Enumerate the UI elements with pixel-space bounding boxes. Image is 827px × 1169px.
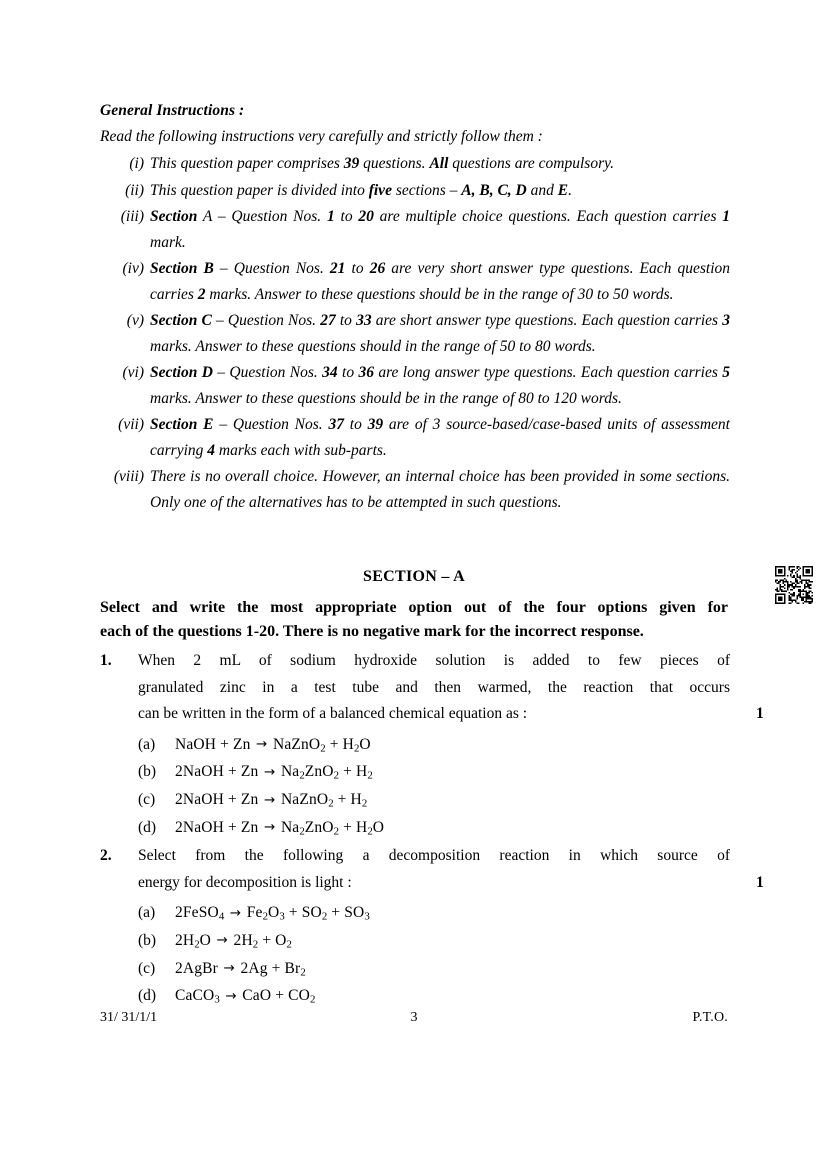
option-equation: NaOH + Zn → NaZnO$_2$ + $H_2O$ bbox=[175, 735, 371, 754]
question-block bbox=[100, 843, 764, 1010]
instruction-emphasis: 33 bbox=[356, 312, 372, 329]
instruction-emphasis: five bbox=[368, 181, 392, 199]
instruction-marker: (vii) bbox=[118, 416, 144, 433]
instruction-emphasis: 20 bbox=[358, 208, 374, 225]
instruction-text: sections – bbox=[391, 181, 462, 199]
reaction-arrow-icon: → bbox=[223, 960, 235, 977]
option-label: (a) bbox=[138, 904, 156, 921]
instruction-text: A – Question Nos. bbox=[197, 208, 327, 225]
instruction-emphasis: 3 bbox=[722, 312, 730, 329]
instruction-emphasis: Section bbox=[150, 208, 198, 225]
instruction-emphasis: 39 bbox=[343, 155, 360, 172]
option-equation: 2NaOH + $Zn \to Na_2ZnO_2 + H_2$ bbox=[175, 763, 373, 782]
option-label: (d) bbox=[138, 987, 157, 1005]
question-text-line: energy for decomposition is light : 1 bbox=[138, 870, 730, 897]
instruction-emphasis: Section D bbox=[150, 364, 213, 381]
instructions-lead-line: Read the following instructions very carefully and strictly follow them : bbox=[100, 128, 543, 145]
reaction-arrow-icon: → bbox=[263, 819, 276, 836]
instruction-emphasis: 21 bbox=[329, 260, 346, 277]
instruction-emphasis: All bbox=[429, 155, 449, 172]
option-row[interactable] bbox=[138, 955, 730, 983]
instruction-emphasis: 36 bbox=[358, 364, 374, 381]
question-text-line: granulated zinc in a test tube and then warmed, the reaction that occurs bbox=[138, 678, 730, 696]
instruction-emphasis: A, B, C, D bbox=[461, 181, 527, 199]
instruction-text: marks. Answer to these questions should be in the range of 80 to 120 words. bbox=[150, 389, 622, 407]
question-text bbox=[138, 648, 764, 728]
footer-page-number: 3 bbox=[410, 1010, 418, 1025]
instruction-item bbox=[100, 151, 730, 177]
question-marks: 1 bbox=[756, 705, 764, 722]
reaction-arrow-icon: → bbox=[229, 904, 242, 921]
instruction-text: to bbox=[343, 416, 368, 433]
option-row[interactable] bbox=[138, 814, 730, 842]
instruction-emphasis: E bbox=[557, 181, 569, 199]
footer-pto: P.T.O. bbox=[692, 1010, 728, 1025]
question-number: 1. bbox=[100, 652, 112, 669]
section-a-instruction-line-1: Select and write the most appropriate option out of the four options given for bbox=[100, 599, 728, 616]
instruction-text: are of 3 source-based/case-based units of assessment carrying bbox=[150, 416, 730, 459]
qr-code bbox=[773, 564, 815, 606]
instruction-text: – Question Nos. bbox=[213, 416, 329, 433]
instruction-text: – Question Nos. bbox=[211, 312, 321, 329]
general-instructions-block bbox=[100, 98, 730, 515]
instruction-marker: (vi) bbox=[122, 364, 144, 381]
question-number: 2. bbox=[100, 847, 112, 864]
instruction-text: to bbox=[334, 208, 359, 225]
option-equation: 2FeSO$_4$ → $Fe_2O_3 + SO_2 + SO_3$ bbox=[175, 904, 370, 923]
instruction-item bbox=[100, 178, 730, 204]
option-row[interactable] bbox=[138, 899, 730, 927]
reaction-arrow-icon: → bbox=[225, 987, 237, 1004]
instruction-item bbox=[100, 360, 730, 411]
instruction-emphasis: 1 bbox=[722, 208, 731, 225]
instruction-emphasis: 39 bbox=[367, 416, 384, 433]
option-row[interactable] bbox=[138, 758, 730, 786]
section-a-instruction-line-2: each of the questions 1-20. There is no negative mark for the incorrect response. bbox=[100, 623, 644, 640]
option-row[interactable] bbox=[138, 786, 730, 814]
instruction-marker: (ii) bbox=[125, 181, 144, 199]
options-list bbox=[138, 899, 730, 1010]
instruction-text: This question paper comprises bbox=[150, 155, 344, 172]
option-label: (a) bbox=[138, 735, 156, 753]
instruction-text: are long answer type questions. Each question carries bbox=[373, 364, 723, 381]
instruction-text: questions. bbox=[359, 155, 430, 172]
option-row[interactable] bbox=[138, 731, 730, 759]
instruction-text: mark. bbox=[150, 233, 186, 251]
instruction-emphasis: Section C bbox=[150, 312, 212, 329]
instruction-emphasis: 27 bbox=[320, 312, 336, 329]
instruction-emphasis: 34 bbox=[322, 364, 338, 381]
instruction-text: marks. Answer to these questions should in the range of 50 to 80 words. bbox=[150, 337, 596, 355]
option-equation: 2AgBr → $2Ag + Br_2$ bbox=[175, 959, 306, 978]
option-equation: CaCO$_3$ → CaO + $CO_2$ bbox=[175, 987, 316, 1006]
general-instructions-title: General Instructions : bbox=[100, 102, 245, 119]
instruction-marker: (iv) bbox=[122, 260, 144, 277]
instruction-item bbox=[100, 256, 730, 307]
option-label: (d) bbox=[138, 818, 157, 836]
instruction-text: are very short answer type questions. Each question carries bbox=[150, 260, 731, 303]
option-label: (c) bbox=[138, 959, 156, 977]
instruction-emphasis: 5 bbox=[722, 364, 730, 381]
question-text-line: When 2 mL of sodium hydroxide solution is added to few pieces of bbox=[138, 652, 730, 669]
reaction-arrow-icon: → bbox=[263, 763, 276, 780]
instruction-text: – Question Nos. bbox=[212, 364, 323, 381]
option-label: (c) bbox=[138, 791, 156, 809]
instruction-text: to bbox=[337, 364, 359, 381]
question-text-line: Select from the following a decomposition reaction in which source of bbox=[138, 847, 730, 864]
option-equation: $2H_2O \to 2H_2 + O_2$ bbox=[175, 931, 292, 951]
option-equation: 2NaOH + $Zn \to Na_2ZnO_2 + H_2O$ bbox=[175, 818, 385, 838]
option-row[interactable] bbox=[138, 982, 730, 1010]
option-equation: 2NaOH + Zn → NaZnO$_2$ + $H_2$ bbox=[175, 791, 368, 810]
instruction-text: marks each with sub-parts. bbox=[215, 441, 387, 459]
instruction-emphasis: 4 bbox=[207, 441, 216, 459]
section-a-heading: SECTION – A bbox=[363, 568, 465, 585]
instruction-marker: (i) bbox=[129, 155, 144, 172]
question-block bbox=[100, 648, 764, 842]
instruction-item bbox=[100, 204, 730, 255]
instruction-marker: (iii) bbox=[120, 208, 144, 225]
options-list bbox=[138, 731, 730, 842]
instruction-item bbox=[100, 412, 730, 463]
footer-paper-code: 31/ 31/1/1 bbox=[100, 1010, 158, 1025]
instruction-text: This question paper is divided into bbox=[150, 181, 369, 199]
qr-code-image bbox=[775, 566, 813, 604]
option-label: (b) bbox=[138, 931, 157, 949]
instructions-list bbox=[100, 151, 730, 515]
section-a-instruction bbox=[100, 596, 728, 644]
instruction-text: are multiple choice questions. Each question carries bbox=[373, 208, 723, 225]
instruction-emphasis: Section E bbox=[150, 416, 214, 433]
instruction-text: and bbox=[526, 181, 558, 199]
reaction-arrow-icon: → bbox=[263, 791, 276, 808]
instruction-text: questions are compulsory. bbox=[448, 155, 615, 172]
instruction-text: to bbox=[345, 260, 370, 277]
instruction-emphasis: 37 bbox=[328, 416, 344, 433]
question-text-line: can be written in the form of a balanced chemical equation as : 1 bbox=[138, 701, 730, 728]
instruction-item bbox=[100, 308, 730, 359]
instruction-text: There is no overall choice. However, an internal choice has been provided in some sections. Only one of the alternatives has to be attempted in such questions. bbox=[150, 468, 730, 511]
instruction-emphasis: 26 bbox=[369, 260, 386, 277]
instruction-text: . bbox=[568, 181, 572, 199]
question-text bbox=[138, 843, 764, 896]
instruction-text: to bbox=[335, 312, 357, 329]
instruction-emphasis: 2 bbox=[197, 285, 206, 303]
instruction-text: marks. Answer to these questions should be in the range of 30 to 50 words. bbox=[205, 285, 674, 303]
instruction-text: – Question Nos. bbox=[213, 260, 330, 277]
instruction-text: are short answer type questions. Each question carries bbox=[371, 312, 723, 329]
instruction-marker: (viii) bbox=[113, 468, 144, 485]
option-label: (b) bbox=[138, 763, 157, 781]
instruction-emphasis: 1 bbox=[326, 208, 335, 225]
reaction-arrow-icon: → bbox=[216, 932, 229, 949]
option-row[interactable] bbox=[138, 927, 730, 955]
instruction-item bbox=[100, 464, 730, 515]
reaction-arrow-icon: → bbox=[256, 736, 268, 752]
instruction-marker: (v) bbox=[126, 312, 144, 329]
instruction-emphasis: Section B bbox=[150, 260, 214, 277]
question-marks: 1 bbox=[756, 873, 764, 891]
